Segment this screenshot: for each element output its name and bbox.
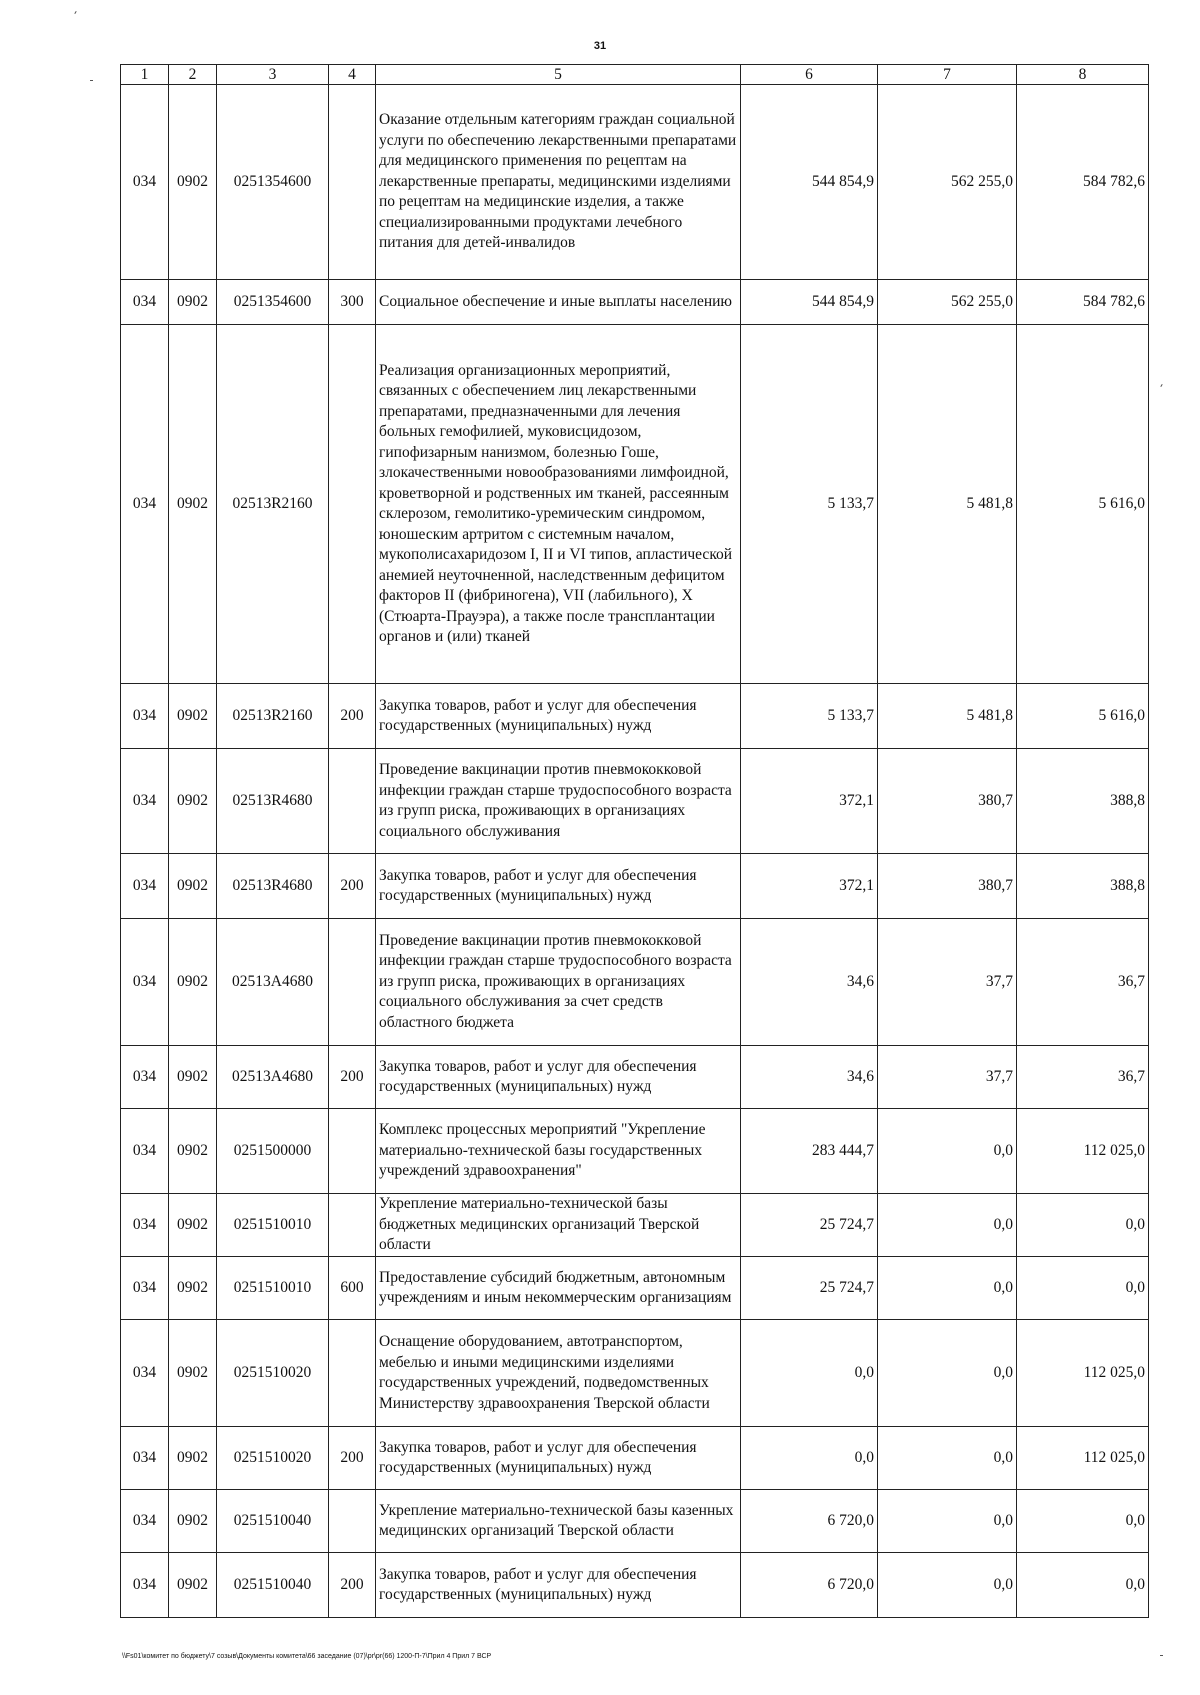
description-cell: Оказание отдельным категориям граждан социальной услуги по обеспечению лекарственными препаратами для медицинского применения по рецептам на лекарственные препараты, медицинскими изделиями по рецептам на медицинские изделия, а также специализированными продуктами лечебного питания для детей-инвалидов: [376, 85, 741, 280]
amount-year-2-cell: 562 255,0: [878, 85, 1017, 280]
description-cell: Закупка товаров, работ и услуг для обеспечения государственных (муниципальных) нужд: [376, 684, 741, 749]
scan-speck: [1160, 1655, 1163, 1656]
section-code-cell: 0902: [169, 1046, 217, 1109]
amount-year-2-cell: 5 481,8: [878, 684, 1017, 749]
budget-table: [120, 64, 1149, 1618]
table-row: [121, 1427, 1149, 1490]
table-row: [121, 1553, 1149, 1618]
amount-year-2-cell: 37,7: [878, 1046, 1017, 1109]
table-row: [121, 749, 1149, 854]
admin-code-cell: 034: [121, 854, 169, 919]
description-cell: Закупка товаров, работ и услуг для обеспечения государственных (муниципальных) нужд: [376, 1046, 741, 1109]
scan-speck: [90, 80, 93, 81]
admin-code-cell: 034: [121, 85, 169, 280]
expense-type-cell: 200: [329, 854, 376, 919]
admin-code-cell: 034: [121, 1490, 169, 1553]
column-header-3: 3: [217, 65, 329, 85]
admin-code-cell: 034: [121, 749, 169, 854]
amount-year-3-cell: 112 025,0: [1017, 1109, 1149, 1194]
admin-code-cell: 034: [121, 919, 169, 1046]
amount-year-3-cell: 5 616,0: [1017, 325, 1149, 684]
section-code-cell: 0902: [169, 684, 217, 749]
target-article-cell: 02513A4680: [217, 1046, 329, 1109]
column-number-header-row: [121, 65, 1149, 85]
amount-year-2-cell: 380,7: [878, 854, 1017, 919]
target-article-cell: 0251354600: [217, 85, 329, 280]
amount-year-2-cell: 0,0: [878, 1553, 1017, 1618]
expense-type-cell: [329, 325, 376, 684]
section-code-cell: 0902: [169, 1257, 217, 1320]
target-article-cell: 02513R2160: [217, 325, 329, 684]
amount-year-1-cell: 5 133,7: [741, 684, 878, 749]
amount-year-1-cell: 25 724,7: [741, 1257, 878, 1320]
column-header-2: 2: [169, 65, 217, 85]
amount-year-3-cell: 584 782,6: [1017, 85, 1149, 280]
amount-year-2-cell: 0,0: [878, 1427, 1017, 1490]
amount-year-1-cell: 544 854,9: [741, 280, 878, 325]
scan-speck: [74, 11, 76, 14]
table-row: [121, 1109, 1149, 1194]
section-code-cell: 0902: [169, 325, 217, 684]
expense-type-cell: 200: [329, 1046, 376, 1109]
expense-type-cell: [329, 749, 376, 854]
target-article-cell: 0251510040: [217, 1490, 329, 1553]
amount-year-2-cell: 380,7: [878, 749, 1017, 854]
target-article-cell: 0251354600: [217, 280, 329, 325]
description-cell: Закупка товаров, работ и услуг для обеспечения государственных (муниципальных) нужд: [376, 854, 741, 919]
expense-type-cell: 200: [329, 1427, 376, 1490]
description-cell: Закупка товаров, работ и услуг для обеспечения государственных (муниципальных) нужд: [376, 1427, 741, 1490]
amount-year-1-cell: 0,0: [741, 1320, 878, 1427]
table-row: [121, 854, 1149, 919]
table-row: [121, 85, 1149, 280]
section-code-cell: 0902: [169, 280, 217, 325]
amount-year-1-cell: 372,1: [741, 854, 878, 919]
file-path-footer: \\Fs01\комитет по бюджету\7 созыв\Документы комитета\66 заседание (07)\pr\pr(66) 1200-П-7\Прил 4 Прил 7 ВСР: [122, 1653, 492, 1660]
section-code-cell: 0902: [169, 1320, 217, 1427]
table-row: [121, 919, 1149, 1046]
amount-year-1-cell: 25 724,7: [741, 1194, 878, 1257]
target-article-cell: 0251500000: [217, 1109, 329, 1194]
amount-year-1-cell: 372,1: [741, 749, 878, 854]
amount-year-1-cell: 5 133,7: [741, 325, 878, 684]
column-header-4: 4: [329, 65, 376, 85]
description-cell: Закупка товаров, работ и услуг для обеспечения государственных (муниципальных) нужд: [376, 1553, 741, 1618]
amount-year-3-cell: 0,0: [1017, 1194, 1149, 1257]
admin-code-cell: 034: [121, 1320, 169, 1427]
section-code-cell: 0902: [169, 1553, 217, 1618]
target-article-cell: 02513R4680: [217, 749, 329, 854]
section-code-cell: 0902: [169, 1109, 217, 1194]
description-cell: Предоставление субсидий бюджетным, автономным учреждениям и иным некоммерческим организациям: [376, 1257, 741, 1320]
section-code-cell: 0902: [169, 85, 217, 280]
table-row: [121, 1194, 1149, 1257]
section-code-cell: 0902: [169, 1427, 217, 1490]
target-article-cell: 02513A4680: [217, 919, 329, 1046]
description-cell: Укрепление материально-технической базы казенных медицинских организаций Тверской области: [376, 1490, 741, 1553]
table-row: [121, 1257, 1149, 1320]
amount-year-1-cell: 6 720,0: [741, 1553, 878, 1618]
expense-type-cell: [329, 85, 376, 280]
amount-year-3-cell: 36,7: [1017, 1046, 1149, 1109]
target-article-cell: 0251510020: [217, 1427, 329, 1490]
scan-speck: [1160, 384, 1162, 387]
amount-year-2-cell: 562 255,0: [878, 280, 1017, 325]
column-header-6: 6: [741, 65, 878, 85]
expense-type-cell: [329, 1490, 376, 1553]
amount-year-3-cell: 36,7: [1017, 919, 1149, 1046]
section-code-cell: 0902: [169, 854, 217, 919]
table-row: [121, 1046, 1149, 1109]
column-header-8: 8: [1017, 65, 1149, 85]
expense-type-cell: [329, 1109, 376, 1194]
description-cell: Реализация организационных мероприятий, связанных с обеспечением лиц лекарственными препаратами, предназначенными для лечения больных гемофилией, муковисцидозом, гипофизарным нанизмом, болезнью Гоше, злокачественными новообразованиями лимфоидной, кроветворной и родственных им тканей, рассеянным склерозом, гемолитико-уремическим синдромом, юношеским артритом с системным началом, мукополисахаридозом I, II и VI типов, апластической анемией неуточненной, наследственным дефицитом факторов II (фибриногена), VII (лабильного), X (Стюарта-Прауэра), а также после трансплантации органов и (или) тканей: [376, 325, 741, 684]
amount-year-1-cell: 34,6: [741, 919, 878, 1046]
admin-code-cell: 034: [121, 280, 169, 325]
expense-type-cell: [329, 1320, 376, 1427]
amount-year-3-cell: 5 616,0: [1017, 684, 1149, 749]
description-cell: Проведение вакцинации против пневмококковой инфекции граждан старше трудоспособного возраста из групп риска, проживающих в организациях социального обслуживания за счет средств областного бюджета: [376, 919, 741, 1046]
table-row: [121, 325, 1149, 684]
amount-year-3-cell: 388,8: [1017, 749, 1149, 854]
admin-code-cell: 034: [121, 684, 169, 749]
section-code-cell: 0902: [169, 1194, 217, 1257]
amount-year-1-cell: 544 854,9: [741, 85, 878, 280]
amount-year-2-cell: 0,0: [878, 1320, 1017, 1427]
column-header-7: 7: [878, 65, 1017, 85]
table-row: [121, 1490, 1149, 1553]
amount-year-3-cell: 388,8: [1017, 854, 1149, 919]
expense-type-cell: 200: [329, 1553, 376, 1618]
column-header-1: 1: [121, 65, 169, 85]
description-cell: Проведение вакцинации против пневмококковой инфекции граждан старше трудоспособного возраста из групп риска, проживающих в организациях социального обслуживания: [376, 749, 741, 854]
target-article-cell: 02513R4680: [217, 854, 329, 919]
column-header-5: 5: [376, 65, 741, 85]
expense-type-cell: 200: [329, 684, 376, 749]
admin-code-cell: 034: [121, 1194, 169, 1257]
amount-year-1-cell: 34,6: [741, 1046, 878, 1109]
admin-code-cell: 034: [121, 1046, 169, 1109]
section-code-cell: 0902: [169, 919, 217, 1046]
amount-year-2-cell: 5 481,8: [878, 325, 1017, 684]
target-article-cell: 0251510010: [217, 1194, 329, 1257]
admin-code-cell: 034: [121, 1257, 169, 1320]
target-article-cell: 0251510040: [217, 1553, 329, 1618]
target-article-cell: 02513R2160: [217, 684, 329, 749]
section-code-cell: 0902: [169, 749, 217, 854]
amount-year-2-cell: 37,7: [878, 919, 1017, 1046]
amount-year-2-cell: 0,0: [878, 1257, 1017, 1320]
table-row: [121, 280, 1149, 325]
target-article-cell: 0251510010: [217, 1257, 329, 1320]
target-article-cell: 0251510020: [217, 1320, 329, 1427]
section-code-cell: 0902: [169, 1490, 217, 1553]
amount-year-3-cell: 0,0: [1017, 1490, 1149, 1553]
description-cell: Укрепление материально-технической базы бюджетных медицинских организаций Тверской области: [376, 1194, 741, 1257]
description-cell: Социальное обеспечение и иные выплаты населению: [376, 280, 741, 325]
amount-year-2-cell: 0,0: [878, 1490, 1017, 1553]
amount-year-3-cell: 112 025,0: [1017, 1427, 1149, 1490]
expense-type-cell: 600: [329, 1257, 376, 1320]
expense-type-cell: [329, 919, 376, 1046]
amount-year-1-cell: 283 444,7: [741, 1109, 878, 1194]
admin-code-cell: 034: [121, 1427, 169, 1490]
table-row: [121, 684, 1149, 749]
amount-year-3-cell: 0,0: [1017, 1257, 1149, 1320]
admin-code-cell: 034: [121, 1109, 169, 1194]
admin-code-cell: 034: [121, 325, 169, 684]
amount-year-3-cell: 584 782,6: [1017, 280, 1149, 325]
page-number: 31: [593, 40, 607, 52]
amount-year-1-cell: 6 720,0: [741, 1490, 878, 1553]
expense-type-cell: 300: [329, 280, 376, 325]
amount-year-2-cell: 0,0: [878, 1109, 1017, 1194]
amount-year-2-cell: 0,0: [878, 1194, 1017, 1257]
description-cell: Оснащение оборудованием, автотранспортом, мебелью и иными медицинскими изделиями государственных учреждений, подведомственных Министерству здравоохранения Тверской области: [376, 1320, 741, 1427]
amount-year-3-cell: 112 025,0: [1017, 1320, 1149, 1427]
expense-type-cell: [329, 1194, 376, 1257]
amount-year-3-cell: 0,0: [1017, 1553, 1149, 1618]
admin-code-cell: 034: [121, 1553, 169, 1618]
amount-year-1-cell: 0,0: [741, 1427, 878, 1490]
description-cell: Комплекс процессных мероприятий "Укрепление материально-технической базы государственных учреждений здравоохранения": [376, 1109, 741, 1194]
table-row: [121, 1320, 1149, 1427]
